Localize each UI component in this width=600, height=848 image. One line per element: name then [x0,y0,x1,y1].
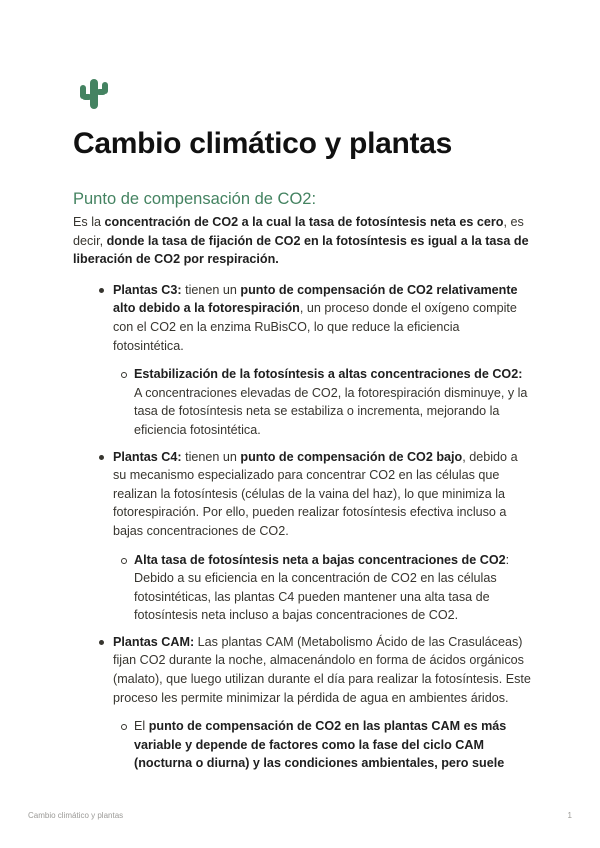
page-title: Cambio climático y plantas [73,127,452,160]
document-body [73,213,531,781]
list-item-cam: Plantas CAM: Las plantas CAM (Metabolismo Ácido de las Crasuláceas) fijan CO2 durante la noche, almacenándolo en forma de ácidos orgánicos (malato), que luego utilizan durante el día para realizar la fotosíntesis. Este proceso les permite minimizar la pérdida de agua en ambientes áridos. El punto de compensación de CO2 en las plantas CAM es más variable y depende de factores como la fase del ciclo CAM (nocturna o diurna) y las condiciones ambientales, pero suele [73,633,531,773]
plant-type-list [73,281,531,773]
page-number: 1 [567,811,572,820]
cactus-icon [76,76,112,112]
footer-title: Cambio climático y plantas [28,811,124,820]
sub-item-cam: El punto de compensación de CO2 en las plantas CAM es más variable y depende de factores como la fase del ciclo CAM (nocturna o diurna) y las condiciones ambientales, pero suele [113,717,531,773]
list-item-c4: Plantas C4: tienen un punto de compensación de CO2 bajo, debido a su mecanismo especializado para concentrar CO2 en las células que realizan la fotosíntesis (células de la vaina del haz), lo que minimiza la fotorespiración. Por ello, pueden realizar fotosíntesis efectiva incluso a bajas concentraciones de CO2. Alta tasa de fotosíntesis neta a bajas concentraciones de CO2: Debido a su eficiencia en la concentración de CO2 en las células fotosintéticas, las plantas C4 pueden mantener una alta tasa de fotosíntesis neta incluso a bajas concentraciones de CO2. [73,448,531,625]
intro-paragraph: Es la concentración de CO2 a la cual la tasa de fotosíntesis neta es cero, es decir, donde la tasa de fijación de CO2 en la fotosíntesis es igual a la tasa de liberación de CO2 por respiración. [73,215,529,267]
list-item-c3: Plantas C3: tienen un punto de compensación de CO2 relativamente alto debido a la fotorespiración, un proceso donde el oxígeno compite con el CO2 en la enzima RuBisCO, lo que reduce la eficiencia fotosintética. Estabilización de la fotosíntesis a altas concentraciones de CO2: A concentraciones elevadas de CO2, la fotorespiración disminuye, y la tasa de fotosíntesis neta se estabiliza o incrementa, mejorando la eficiencia fotosintética. [73,281,531,440]
sub-item-c4: Alta tasa de fotosíntesis neta a bajas concentraciones de CO2: Debido a su eficiencia en la concentración de CO2 en las células fotosintéticas, las plantas C4 pueden mantener una alta tasa de fotosíntesis neta incluso a bajas concentraciones de CO2. [113,551,531,625]
sub-item-c3: Estabilización de la fotosíntesis a altas concentraciones de CO2: A concentraciones elevadas de CO2, la fotorespiración disminuye, y la tasa de fotosíntesis neta se estabiliza o incrementa, mejorando la eficiencia fotosintética. [113,365,531,439]
section-heading: Punto de compensación de CO2: [73,190,317,208]
